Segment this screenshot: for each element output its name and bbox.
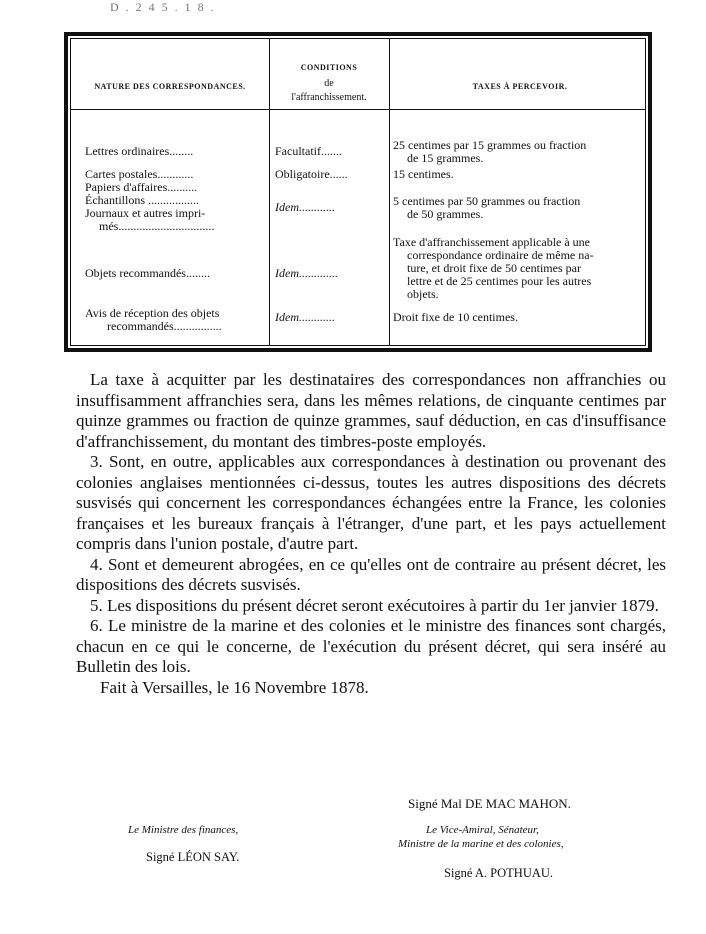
paragraph-taxe: La taxe à acquitter par les destinataires des correspondances non affranchies ou insuffisamment affranchies sera, dans les mêmes relations, de cinquante centimes par quinze grammes ou fraction de quinze grammes, sauf déduction, en cas d'insuffisance d'affranchissement, du montant des timbres-poste employés. [76, 370, 666, 451]
signature-right-title-1: Le Vice-Amiral, Sénateur, [426, 824, 539, 836]
row1-nature: Lettres ordinaires........ [85, 144, 194, 158]
article-4: 4. Sont et demeurent abrogées, en ce qu'elles ont de contraire au présent décret, les dispositions des décrets susvisés. [76, 554, 666, 594]
row3-taxe-1: Taxe d'affranchissement applicable à une [393, 235, 591, 249]
postal-rates-table [64, 32, 652, 352]
signature-president: Signé Mal DE MAC MAHON. [408, 796, 571, 811]
header-conditions-3: l'affranchissement. [291, 92, 367, 103]
row2-taxe-a: 15 centimes. [393, 167, 454, 181]
row2-taxe-b1: 5 centimes par 50 grammes ou fraction [393, 194, 581, 208]
row4-nature-2: recommandés................ [107, 319, 222, 333]
cropped-header-fragment: D . 2 4 5 . 1 8 . [110, 0, 216, 14]
row3-taxe-4: lettre et de 25 centimes pour les autres [407, 274, 592, 288]
header-nature: NATURE DES CORRESPONDANCES. [94, 82, 246, 91]
row3-taxe-3: ture, et droit fixe de 50 centimes par [407, 261, 581, 275]
row2-condition-b: Idem............ [275, 200, 335, 214]
article-5: 5. Les dispositions du présent décret seront exécutoires à partir du 1er janvier 1879. [90, 595, 659, 615]
article-6: 6. Le ministre de la marine et des colonies et le ministre des finances sont chargés, chacun en ce qui le concerne, de l'exécution du présent décret, qui sera inséré au Bulletin des lois. [76, 616, 666, 676]
row4-nature-1: Avis de réception des objets [85, 306, 220, 320]
row1-condition: Facultatif....... [275, 144, 342, 158]
header-conditions-2: de [324, 78, 334, 89]
row4-taxe: Droit fixe de 10 centimes. [393, 310, 518, 324]
signature-right-title-2: Ministre de la marine et des colonies, [398, 838, 564, 850]
signature-left-title: Le Ministre des finances, [128, 824, 239, 836]
signature-left-name: Signé LÉON SAY. [146, 850, 240, 864]
row1-taxe-1: 25 centimes par 15 grammes ou fraction [393, 138, 587, 152]
row3-taxe-2: correspondance ordinaire de même na- [407, 248, 594, 262]
row2-nature-1: Cartes postales............ [85, 167, 194, 181]
row3-nature: Objets recommandés........ [85, 266, 210, 280]
row3-condition: Idem............. [275, 266, 338, 280]
row2-nature-4: Journaux et autres impri- [85, 206, 206, 220]
row2-nature-2: Papiers d'affaires.......... [85, 180, 198, 194]
decree-body [76, 370, 666, 698]
signature-right-name: Signé A. POTHUAU. [444, 866, 554, 880]
row3-taxe-5: objets. [407, 287, 439, 301]
row4-condition: Idem............ [275, 310, 335, 324]
header-taxes: TAXES À PERCEVOIR. [472, 82, 568, 91]
header-conditions-1: CONDITIONS [300, 63, 358, 72]
row1-taxe-2: de 15 grammes. [407, 151, 484, 165]
row2-taxe-b2: de 50 grammes. [407, 207, 484, 221]
row2-nature-3: Échantillons ................. [85, 193, 199, 207]
fait-a-versailles: Fait à Versailles, le 16 Novembre 1878. [100, 677, 369, 697]
article-3: 3. Sont, en outre, applicables aux correspondances à destination ou provenant des colonies anglaises mentionnées ci-dessus, toutes les autres dispositions des décrets susvisés qui concernent les correspondances échangées entre la France, les colonies françaises et les bureaux français à l'étranger, d'une part, et les pays actuellement compris dans l'union postale, d'autre part. [76, 452, 666, 553]
row2-condition-a: Obligatoire...... [275, 167, 348, 181]
row2-nature-5: més................................ [99, 219, 215, 233]
